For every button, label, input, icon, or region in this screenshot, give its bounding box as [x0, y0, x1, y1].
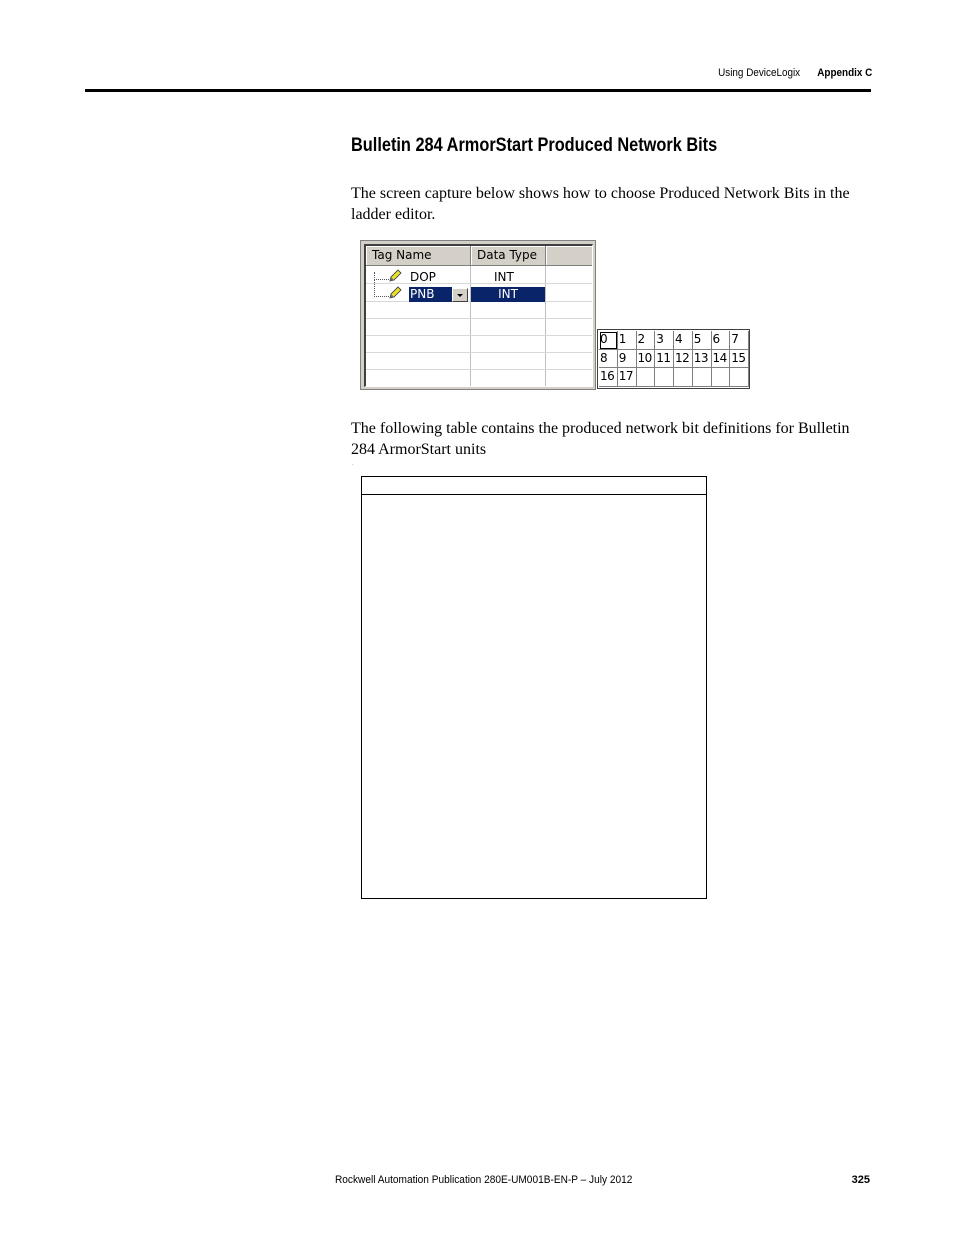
- stray-mark: ·: [352, 462, 354, 468]
- bit-empty-cell: [637, 368, 656, 387]
- bit-option[interactable]: 15: [730, 350, 749, 369]
- table-header-row: [362, 477, 706, 495]
- column-header-blank: [546, 246, 593, 266]
- bit-picker: [597, 329, 750, 389]
- bit-option[interactable]: 6: [712, 331, 731, 350]
- bit-option[interactable]: 12: [674, 350, 693, 369]
- data-type-cell[interactable]: INT: [494, 270, 514, 284]
- grid-row-line: [366, 318, 592, 319]
- bit-empty-cell: [693, 368, 712, 387]
- bit-empty-cell: [674, 368, 693, 387]
- footer-publication: Rockwell Automation Publication 280E-UM001B-EN-P – July 2012: [335, 1174, 633, 1186]
- bit-option[interactable]: 5: [693, 331, 712, 350]
- bit-option[interactable]: 2: [637, 331, 656, 350]
- chevron-down-icon: [457, 294, 463, 297]
- tag-name-cell[interactable]: DOP: [410, 270, 436, 284]
- bit-option[interactable]: 7: [730, 331, 749, 350]
- data-type-cell-selected[interactable]: INT: [471, 287, 545, 302]
- tag-dropdown-button[interactable]: [452, 288, 468, 302]
- header-rule: [85, 89, 871, 92]
- page-number: 325: [851, 1174, 870, 1186]
- tag-pencil-icon: [388, 269, 402, 283]
- bit-empty-cell: [730, 368, 749, 387]
- bit-option[interactable]: 16: [599, 368, 618, 387]
- bit-empty-cell: [655, 368, 674, 387]
- bit-option[interactable]: 11: [655, 350, 674, 369]
- tag-grid: [364, 244, 593, 387]
- grid-divider: [470, 266, 471, 386]
- running-header: [718, 67, 872, 79]
- bit-option[interactable]: 17: [618, 368, 637, 387]
- bit-option[interactable]: 0: [599, 331, 618, 350]
- tree-connector: [374, 279, 389, 297]
- bit-option[interactable]: 10: [637, 350, 656, 369]
- grid-row-line: [366, 283, 592, 284]
- bit-option[interactable]: 9: [618, 350, 637, 369]
- column-header-tag-name[interactable]: Tag Name: [366, 246, 471, 266]
- bit-option[interactable]: 8: [599, 350, 618, 369]
- table-intro-paragraph: The following table contains the produced network bit definitions for Bulletin 284 ArmorStart units: [351, 420, 850, 458]
- section-title: Bulletin 284 ArmorStart Produced Network Bits: [351, 135, 718, 156]
- intro-paragraph: The screen capture below shows how to choose Produced Network Bits in the ladder editor.: [351, 185, 850, 223]
- tag-pencil-icon: [388, 286, 402, 300]
- grid-row-line: [366, 335, 592, 336]
- bit-option[interactable]: 3: [655, 331, 674, 350]
- tag-name-editor[interactable]: PNB: [409, 287, 452, 302]
- ladder-editor-capture: [360, 240, 596, 390]
- bit-option[interactable]: 4: [674, 331, 693, 350]
- bit-definitions-table: [361, 476, 707, 899]
- bit-option[interactable]: 1: [618, 331, 637, 350]
- header-section: Using DeviceLogix: [717, 67, 800, 79]
- grid-row-line: [366, 369, 592, 370]
- bit-option[interactable]: 13: [693, 350, 712, 369]
- grid-row-line: [366, 352, 592, 353]
- column-header-data-type[interactable]: Data Type: [471, 246, 546, 266]
- grid-divider: [545, 266, 546, 386]
- header-appendix: Appendix C: [816, 67, 872, 79]
- bit-empty-cell: [712, 368, 731, 387]
- bit-option[interactable]: 14: [712, 350, 731, 369]
